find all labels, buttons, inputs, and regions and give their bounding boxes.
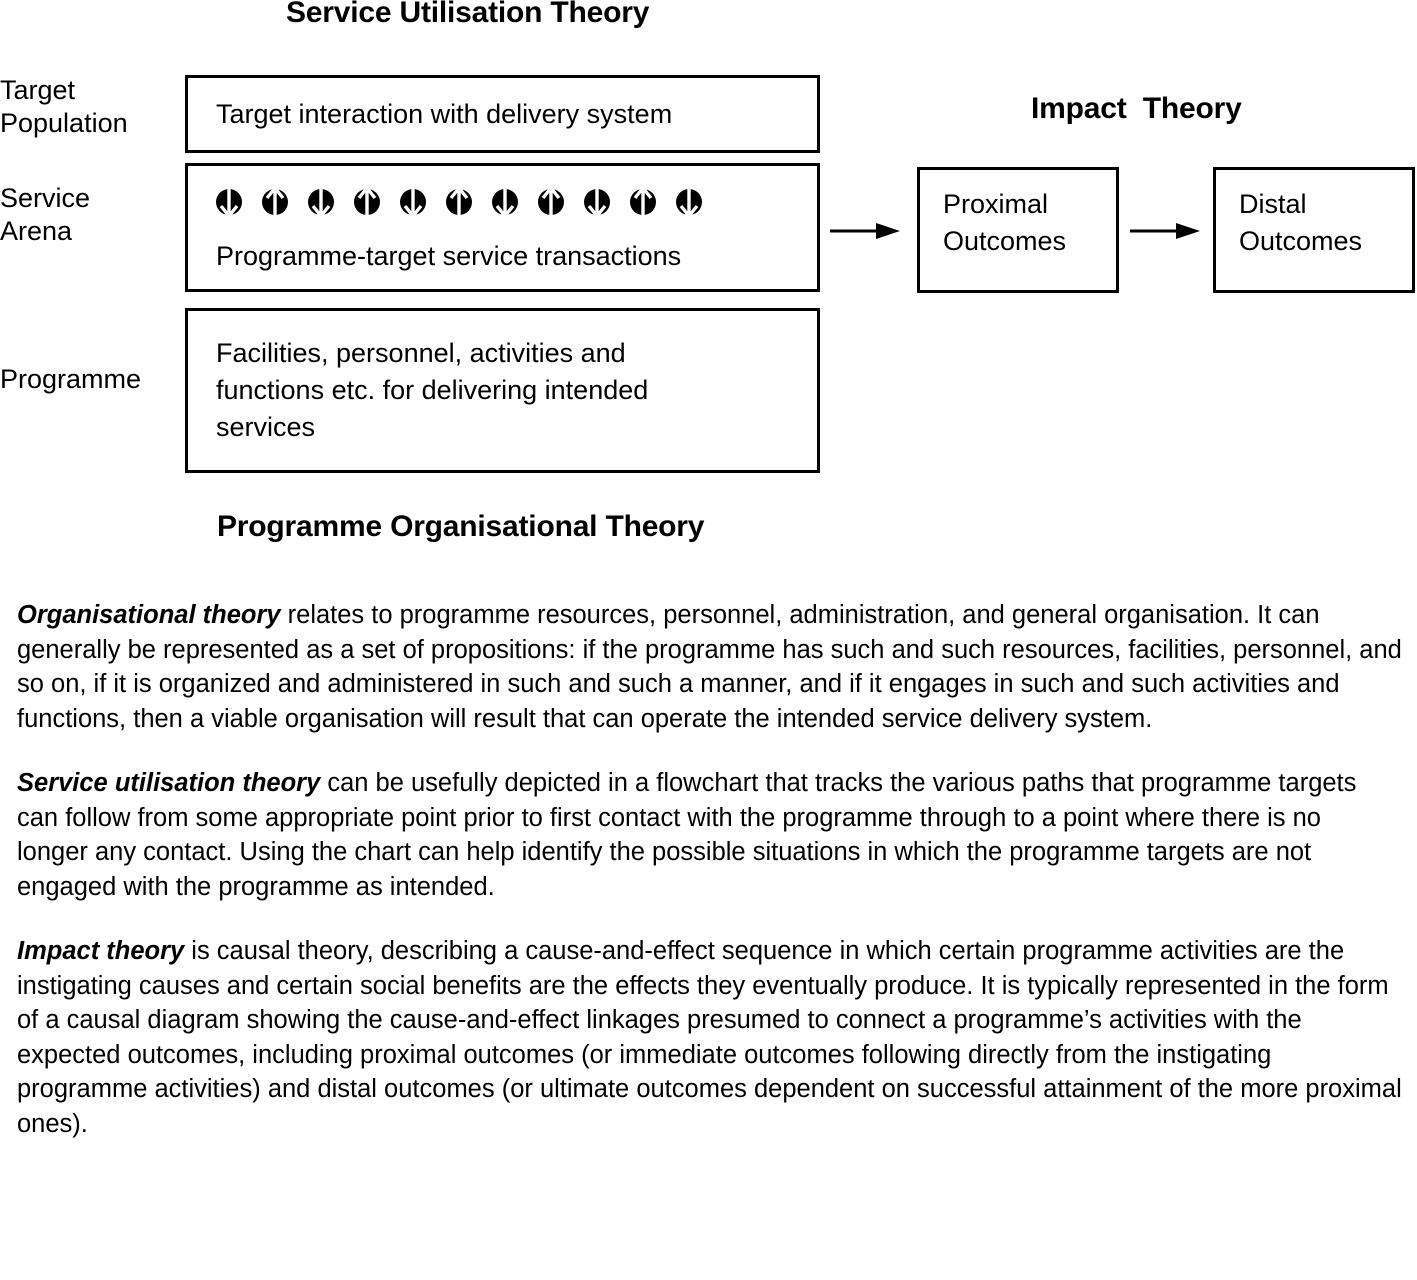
box-target-interaction [185, 75, 820, 153]
box-programme-label: Facilities, personnel, activities and functions etc. for delivering intended services [216, 338, 649, 442]
right-arrow-icon-arena-to-proximal [830, 221, 900, 241]
explanatory-text-section [17, 598, 1407, 1141]
box-service-arena [185, 163, 820, 292]
circle-arrow-down-icon [398, 184, 428, 220]
row-label-service-arena: Service Arena [0, 183, 91, 246]
circle-arrow-down-icon [582, 184, 612, 220]
circle-arrow-up-icon [352, 184, 382, 220]
paragraph-body-service-utilisation-theory: can be usefully depicted in a flowchart that tracks the various paths that programme targets can follow from some appropriate point prior to first contact with the programme through to a point where there is no longer any contact. Using the chart can help identify the possible situations in which the programme targets are not engaged with the programme as intended. [17, 769, 1357, 901]
circle-arrow-up-icon [536, 184, 566, 220]
paragraph-lead-impact-theory: Impact theory [17, 937, 185, 965]
box-service-transactions-label: Programme-target service transactions [216, 241, 682, 271]
box-distal-outcomes-label: Distal Outcomes [1239, 189, 1363, 256]
box-programme-description [185, 308, 820, 473]
box-proximal-outcomes [917, 167, 1119, 293]
box-distal-outcomes [1213, 167, 1415, 293]
circle-arrow-down-icon [490, 184, 520, 220]
service-transaction-glyph-strip [214, 180, 794, 224]
paragraph-organisational-theory [17, 598, 1407, 736]
paragraph-lead-service-utilisation-theory: Service utilisation theory [17, 769, 321, 797]
service-utilisation-diagram [0, 0, 1417, 560]
paragraph-body-organisational-theory: relates to programme resources, personnel, administration, and general organisation. It can generally be represented as a set of propositions: if the programme has such and such resources, facilities, personnel, and so on, if it is organized and administered in such and such a manner, and if it engages in such and such activities and functions, then a viable organisation will result that can operate the intended service delivery system. [17, 601, 1402, 733]
right-arrow-icon-proximal-to-distal [1130, 221, 1200, 241]
paragraph-body-impact-theory: is causal theory, describing a cause-and-effect sequence in which certain programme activities are the instigating causes and certain social benefits are the effects they eventually produce. It is typically represented in the form of a causal diagram showing the cause-and-effect linkages presumed to connect a programme’s activities with the expected outcomes, including proximal outcomes (or immediate outcomes following directly from the instigating programme activities) and distal outcomes (or ultimate outcomes dependent on successful attainment of the more proximal ones). [17, 937, 1402, 1138]
circle-arrow-up-icon [444, 184, 474, 220]
box-proximal-outcomes-label: Proximal Outcomes [943, 189, 1067, 256]
paragraph-impact-theory [17, 934, 1407, 1141]
row-label-programme: Programme [0, 364, 142, 394]
circle-arrow-up-icon [260, 184, 290, 220]
row-label-target-population: Target Population [0, 75, 128, 138]
diagram-title-programme-organisational-theory: Programme Organisational Theory [217, 510, 705, 543]
diagram-title-service-utilisation-theory: Service Utilisation Theory [286, 0, 650, 29]
paragraph-lead-organisational-theory: Organisational theory [17, 601, 281, 629]
circle-arrow-down-icon [214, 184, 244, 220]
circle-arrow-down-icon [306, 184, 336, 220]
diagram-title-impact-theory: Impact Theory [1031, 92, 1242, 125]
circle-arrow-up-icon [628, 184, 658, 220]
paragraph-service-utilisation-theory [17, 766, 1367, 904]
box-target-interaction-label: Target interaction with delivery system [216, 99, 673, 129]
circle-arrow-down-icon [674, 184, 704, 220]
